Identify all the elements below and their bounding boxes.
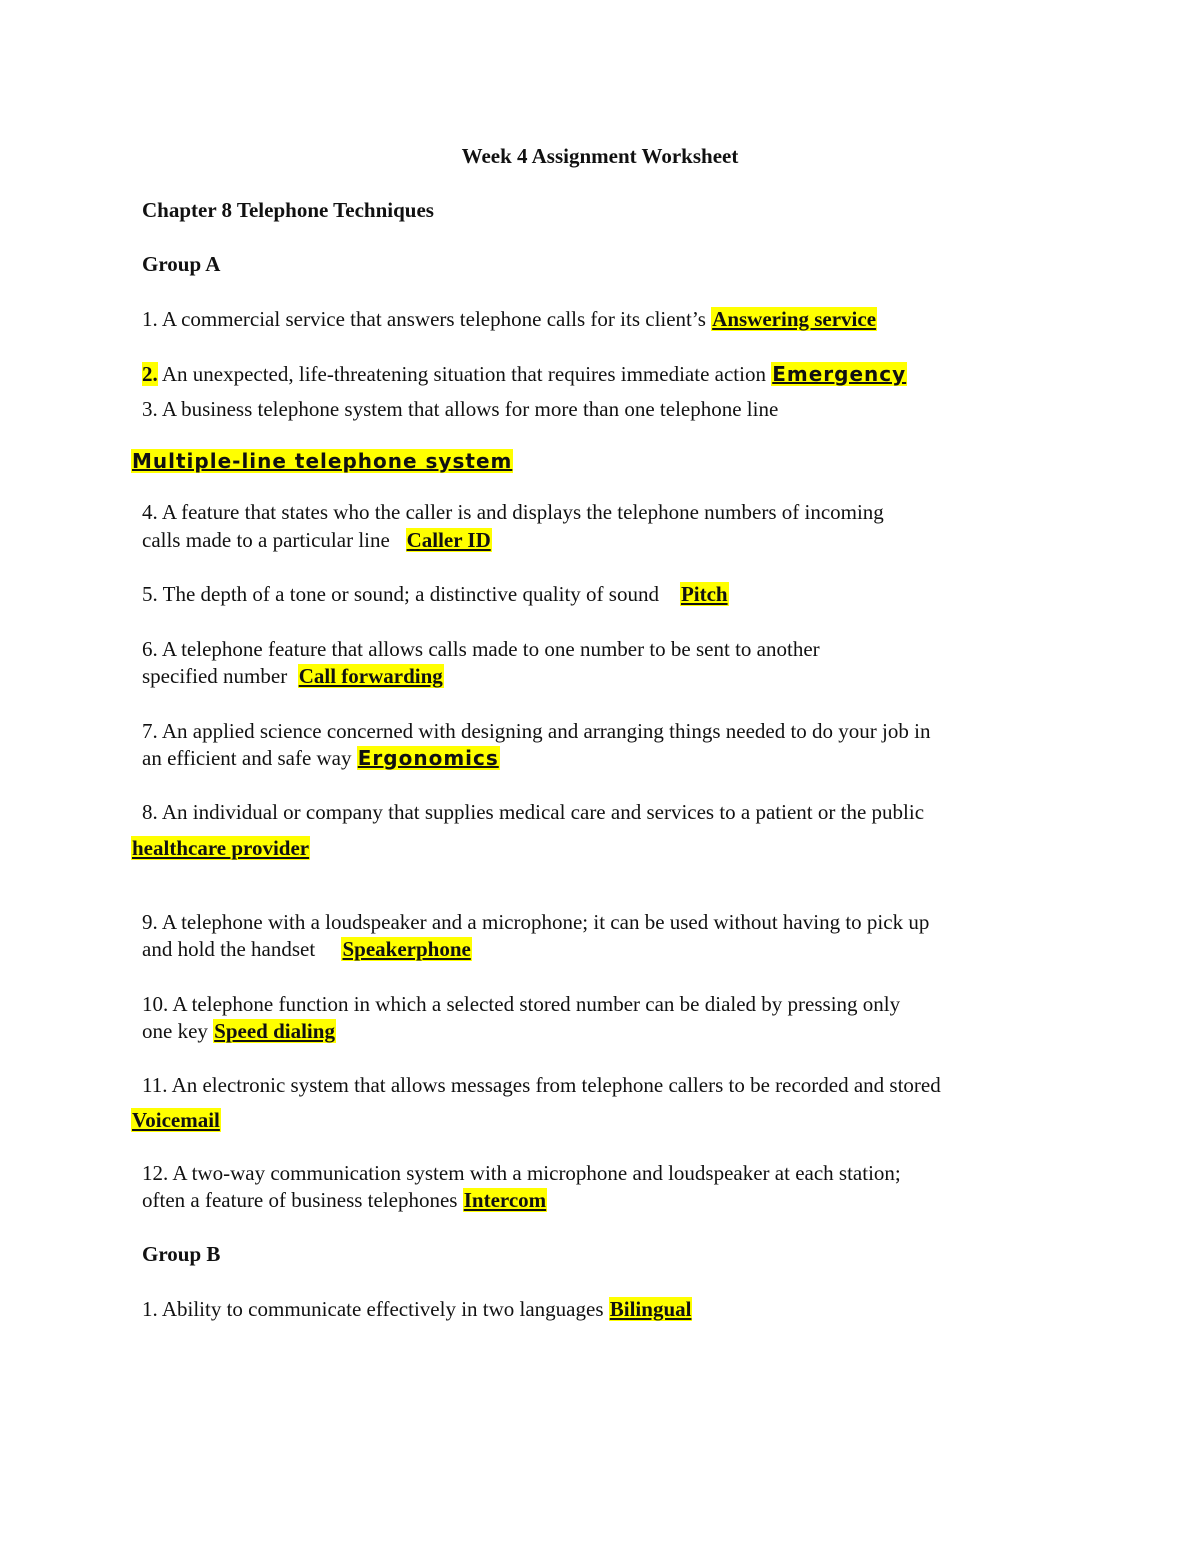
answer-highlight: Emergency <box>772 362 907 386</box>
group-b-heading: Group B <box>142 1242 221 1266</box>
question-7 <box>142 717 930 745</box>
question-9-cont <box>142 935 472 963</box>
chapter-heading: Chapter 8 Telephone Techniques <box>142 198 434 222</box>
question-text: A telephone function in which a selected stored number can be dialed by pressing only <box>168 992 901 1016</box>
question-number: 11. <box>142 1073 168 1097</box>
question-6-cont <box>142 662 444 690</box>
question-text: specified number <box>142 664 293 688</box>
question-6 <box>142 635 820 663</box>
question-text: The depth of a tone or sound; a distinctive quality of sound <box>157 582 665 606</box>
question-text: Ability to communicate effectively in two languages <box>157 1297 609 1321</box>
answer-highlight: Speakerphone <box>342 937 471 961</box>
question-number: 4. <box>142 500 158 524</box>
question-text: and hold the handset <box>142 937 321 961</box>
question-number: 3. <box>142 397 158 421</box>
question-number: 8. <box>142 800 158 824</box>
question-text: often a feature of business telephones <box>142 1188 463 1212</box>
group-a-heading: Group A <box>142 252 221 276</box>
answer-8-line <box>131 834 310 862</box>
question-text: An individual or company that supplies medical care and services to a patient or the public <box>157 800 925 824</box>
answer-highlight: Caller ID <box>406 528 491 552</box>
question-5 <box>142 580 729 608</box>
answer-highlight: Pitch <box>680 582 728 606</box>
answer-highlight: Multiple-line telephone system <box>132 449 513 473</box>
question-12 <box>142 1159 901 1187</box>
question-text: A feature that states who the caller is and displays the telephone numbers of incoming <box>157 500 884 524</box>
question-number: 2. <box>142 362 158 386</box>
question-4-cont <box>142 526 492 554</box>
question-2 <box>142 360 907 388</box>
question-9 <box>142 908 929 936</box>
question-3 <box>142 395 778 423</box>
answer-highlight: Intercom <box>463 1188 547 1212</box>
question-text: A business telephone system that allows for more than one telephone line <box>157 397 779 421</box>
question-10-cont <box>142 1017 336 1045</box>
document-title: Week 4 Assignment Worksheet <box>461 144 739 168</box>
question-8 <box>142 798 924 826</box>
answer-11-line <box>131 1106 221 1134</box>
question-text: one key <box>142 1019 214 1043</box>
question-text: An unexpected, life-threatening situation that requires immediate action <box>157 362 772 386</box>
question-7-cont <box>142 744 500 772</box>
answer-highlight: Ergonomics <box>357 746 499 770</box>
question-1 <box>142 305 877 333</box>
answer-highlight: Call forwarding <box>298 664 443 688</box>
answer-highlight: Voicemail <box>132 1108 220 1132</box>
question-number: 5. <box>142 582 158 606</box>
question-text: an efficient and safe way <box>142 746 357 770</box>
question-number: 6. <box>142 637 158 661</box>
question-text: An applied science concerned with designing and arranging things needed to do your job in <box>157 719 931 743</box>
question-text: A commercial service that answers telephone calls for its client’s <box>157 307 712 331</box>
question-text: A telephone feature that allows calls made to one number to be sent to another <box>157 637 820 661</box>
answer-highlight: Answering service <box>712 307 877 331</box>
answer-highlight: healthcare provider <box>132 836 310 860</box>
question-text: An electronic system that allows messages from telephone callers to be recorded and stored <box>167 1073 941 1097</box>
question-number: 1. <box>142 1297 158 1321</box>
question-text: A two-way communication system with a microphone and loudspeaker at each station; <box>168 1161 901 1185</box>
answer-highlight: Bilingual <box>609 1297 692 1321</box>
question-text: A telephone with a loudspeaker and a microphone; it can be used without having to pick up <box>157 910 930 934</box>
question-number: 7. <box>142 719 158 743</box>
question-10 <box>142 990 900 1018</box>
question-number: 1. <box>142 307 158 331</box>
question-number: 9. <box>142 910 158 934</box>
question-number: 10. <box>142 992 169 1016</box>
question-number: 12. <box>142 1161 169 1185</box>
question-12-cont <box>142 1186 547 1214</box>
group-b-question-1 <box>142 1295 692 1323</box>
answer-3-line <box>131 447 513 475</box>
question-4 <box>142 498 884 526</box>
question-11 <box>142 1071 941 1099</box>
question-text: calls made to a particular line <box>142 528 396 552</box>
answer-highlight: Speed dialing <box>214 1019 335 1043</box>
